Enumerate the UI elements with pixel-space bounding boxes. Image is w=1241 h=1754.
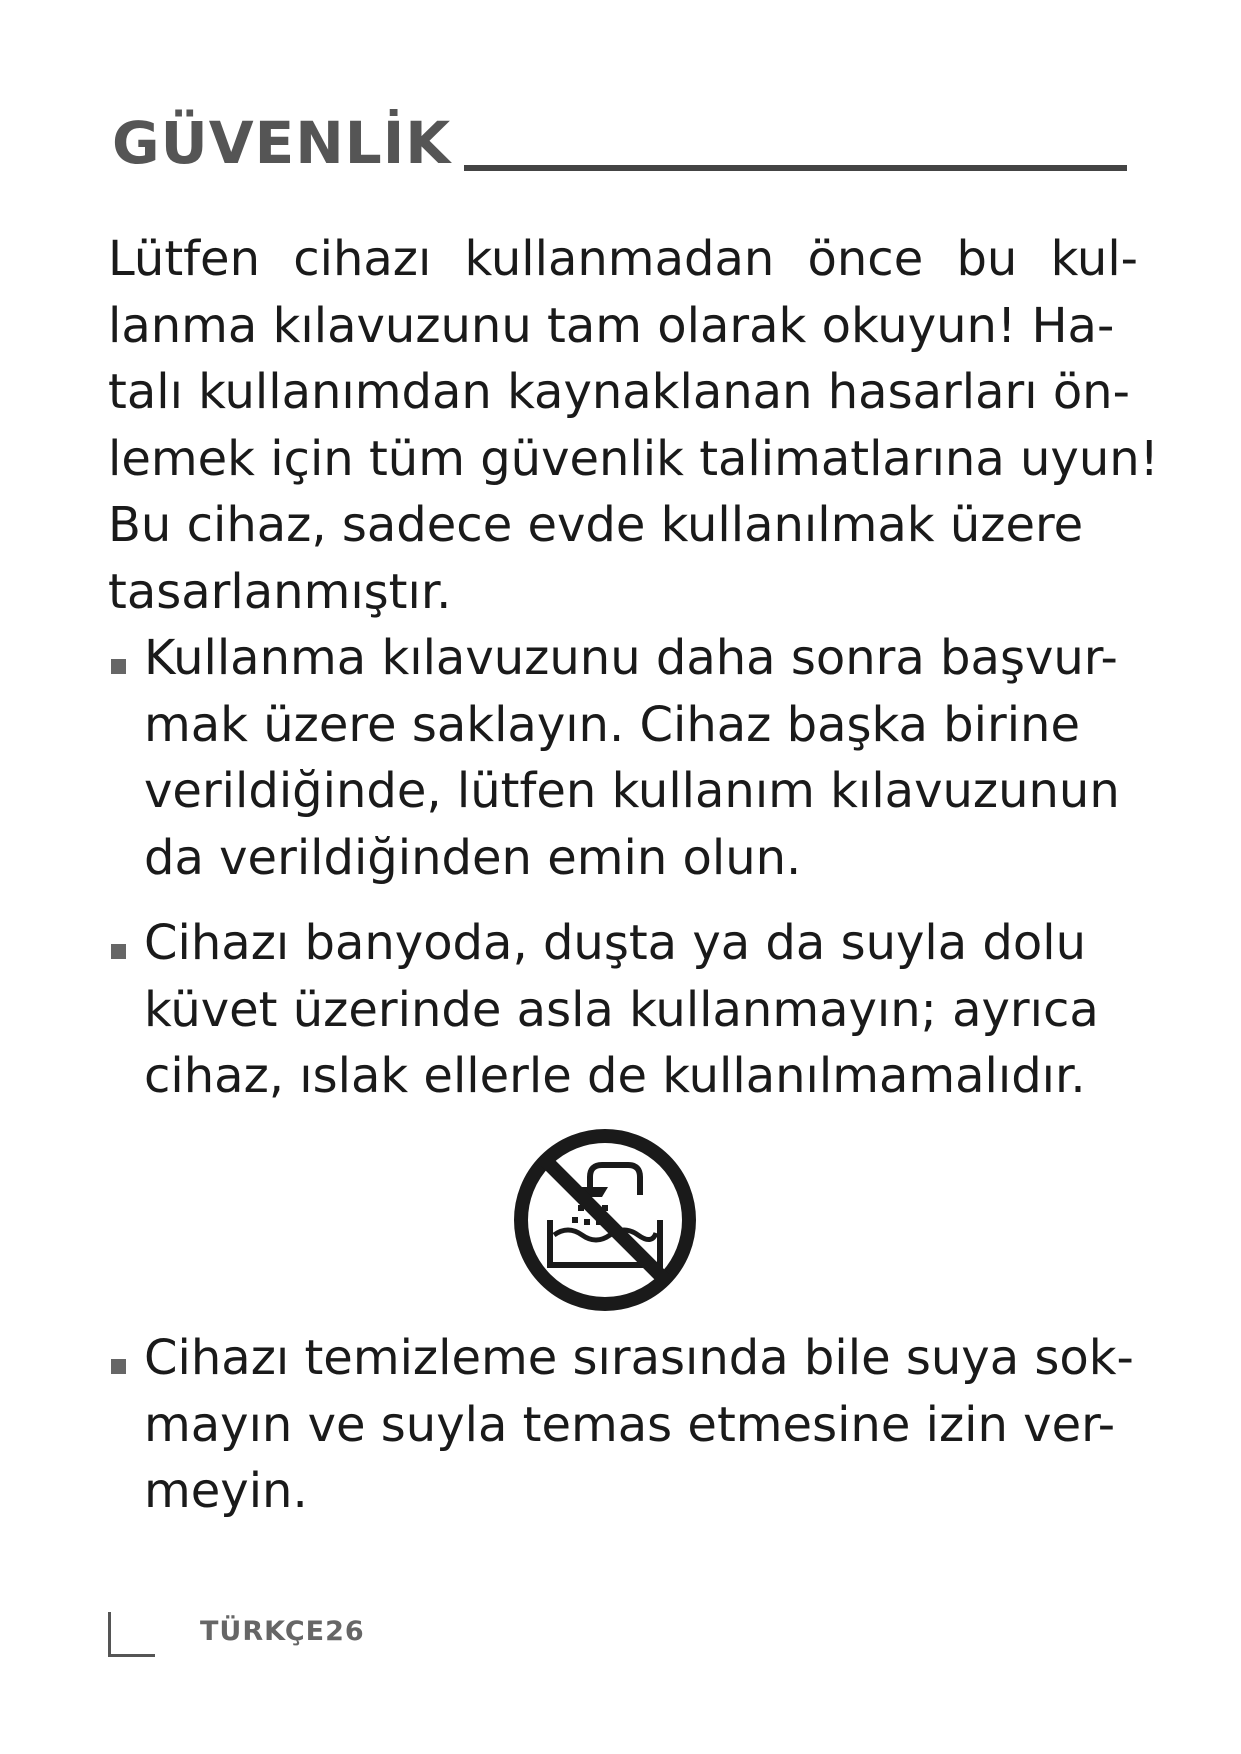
section-heading [112,108,1127,178]
intro-line: tasarlanmıştır. [108,563,452,620]
bullet-square-icon [111,659,126,674]
bullet-square-icon [111,944,126,959]
section-title: GÜVENLİK [112,109,452,177]
bullet-line: mayın ve suyla temas etmesine izin ver- [144,1396,1116,1453]
bullet-text [144,625,1144,891]
intro-line: lemek için tüm güvenlik talimatlarına uyun! [108,430,1159,487]
bullet-line: küvet üzerinde asla kullanmayın; ayrıca [144,981,1099,1038]
heading-rule [464,165,1127,171]
bullet-line: Kullanma kılavuzunu daha sonra başvur- [144,630,1118,686]
page-footer-label: TÜRKÇE26 [200,1616,365,1647]
intro-line: Lütfen cihazı kullanmadan önce bu kul- [108,231,1138,287]
bullet-line: da verildiğinden emin olun. [144,829,802,886]
bullet-text [144,910,1144,1110]
intro-paragraph [108,226,1159,625]
intro-line: lanma kılavuzunu tam olarak okuyun! Ha- [108,297,1115,354]
intro-line: Bu cihaz, sadece evde kullanılmak üzere [108,497,1084,553]
page-corner-mark [108,1612,155,1657]
bullet-line: meyin. [144,1463,308,1519]
bullet-line: mak üzere saklayın. Cihaz başka birine [144,696,1080,753]
bullet-line: Cihazı temizleme sırasında bile suya sok- [144,1330,1134,1386]
bullet-square-icon [111,1359,126,1374]
no-bath-shower-icon [510,1125,700,1315]
bullet-line: cihaz, ıslak ellerle de kullanılmamalıdır. [144,1048,1086,1104]
intro-line: talı kullanımdan kaynaklanan hasarları ön- [108,364,1130,420]
bullet-line: verildiğinde, lütfen kullanım kılavuzunun [144,763,1120,819]
bullet-line: Cihazı banyoda, duşta ya da suyla dolu [144,915,1086,971]
bullet-text [144,1325,1144,1525]
